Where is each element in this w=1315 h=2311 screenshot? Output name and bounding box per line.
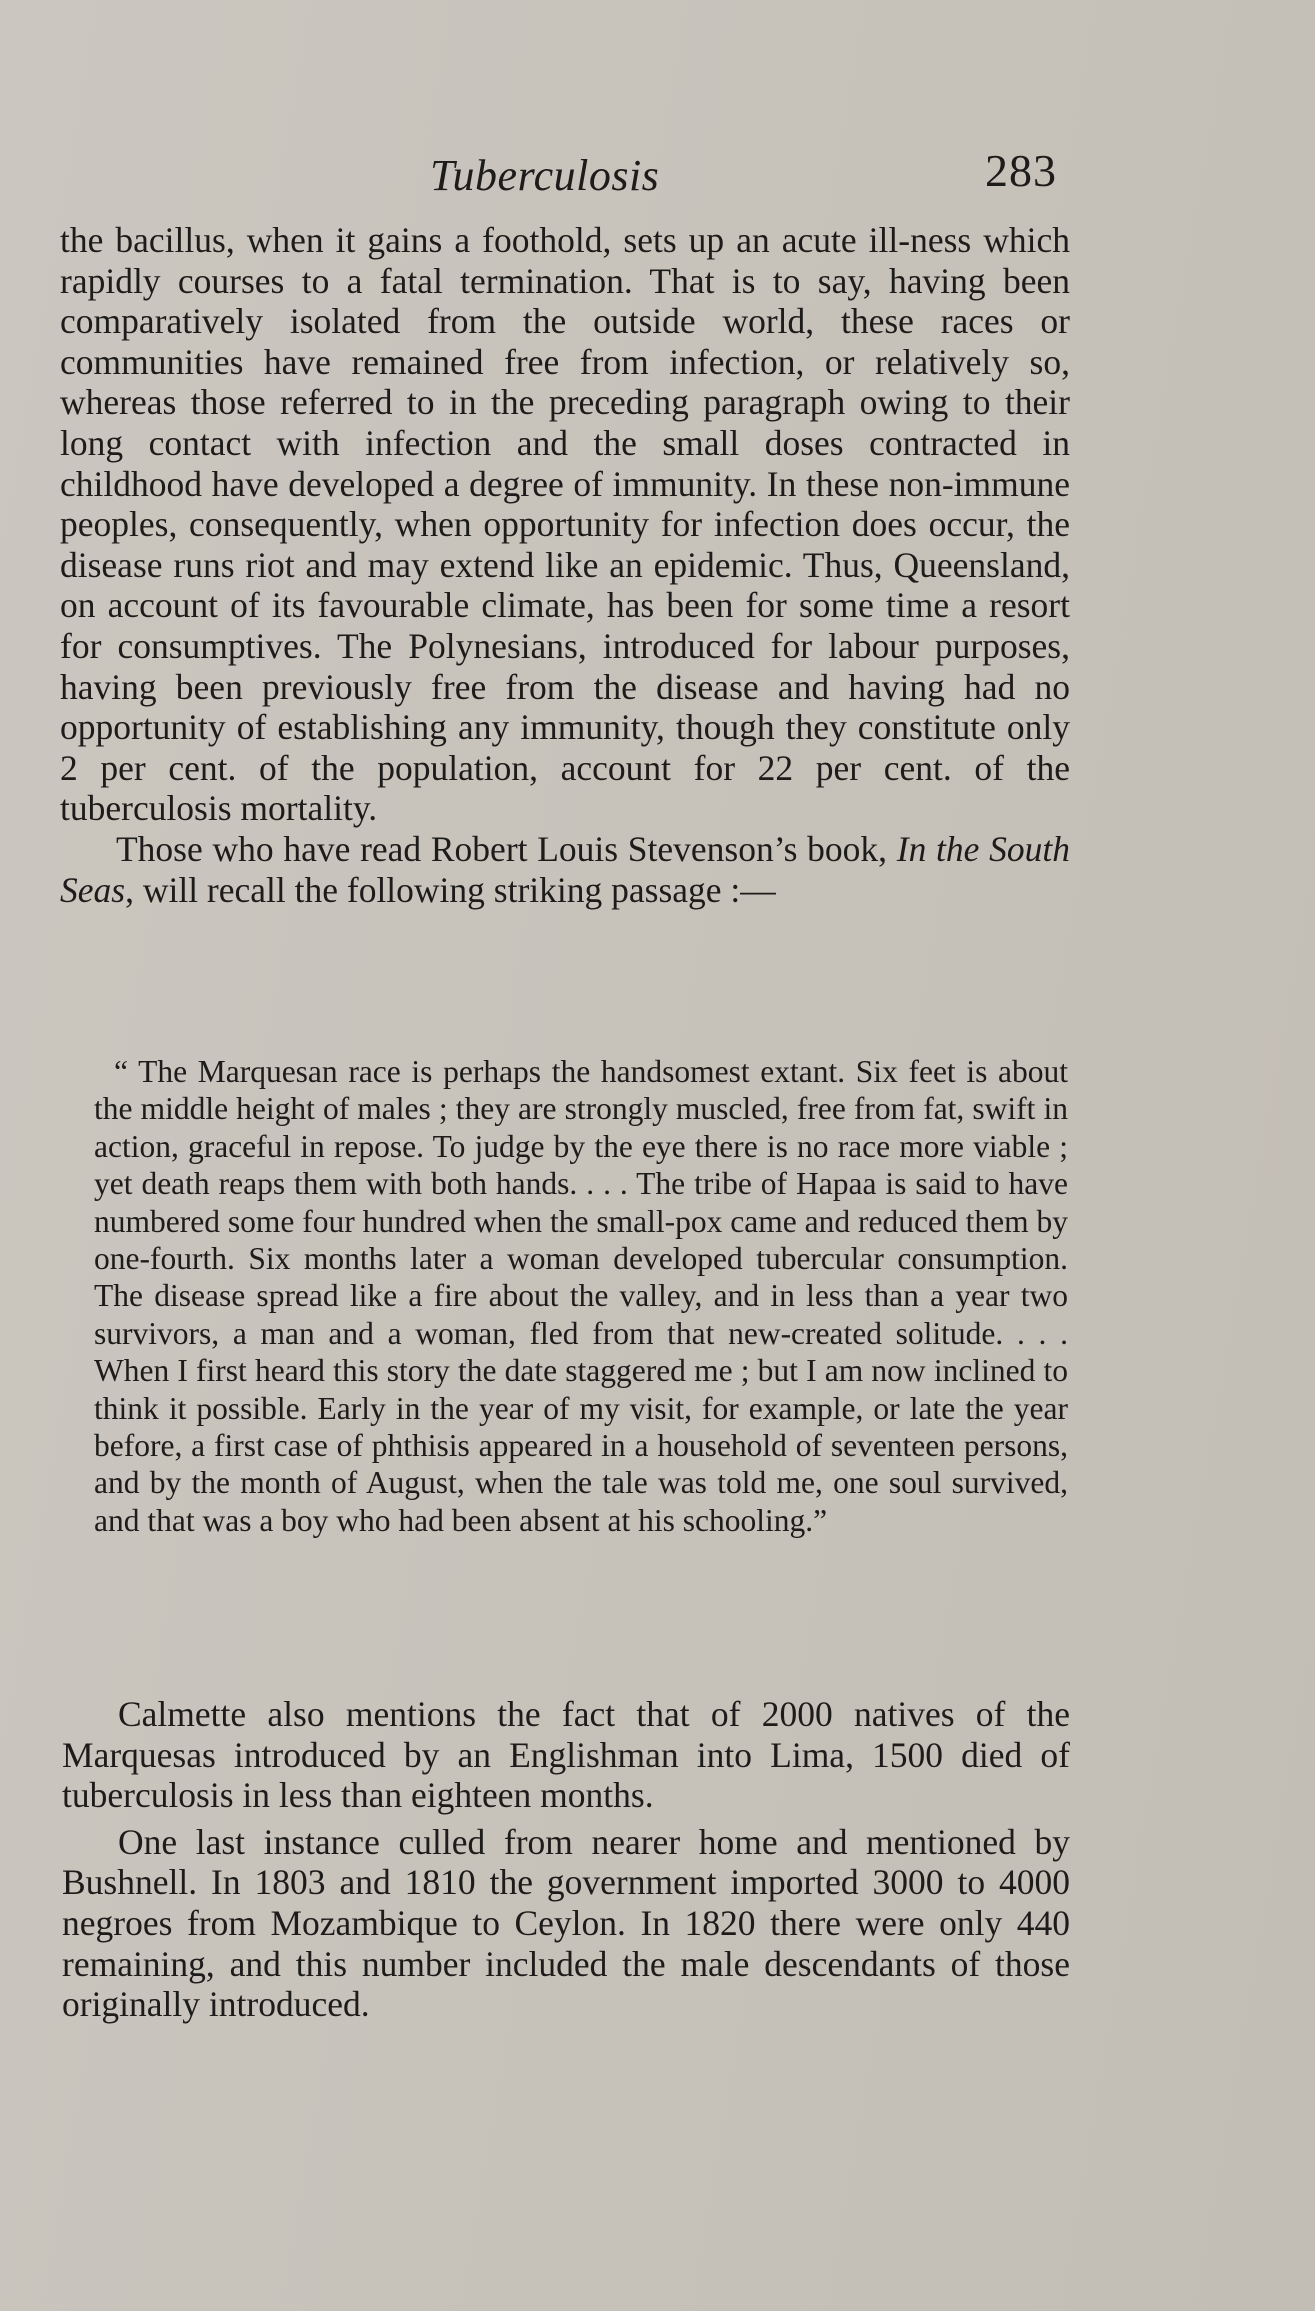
- block-quote: [94, 1053, 1068, 1539]
- page-number: 283: [985, 145, 1057, 196]
- quote-text: “ The Marquesan race is perhaps the handsomest extant. Six feet is about the middle height of males ; they are strongly muscled, free from fat, swift in action, graceful in repose. To judge by the eye there is no race more viable ; yet death reaps them with both hands. . . . The tribe of Hapaa is said to have numbered some four hundred when the small-pox came and reduced them by one-fourth. Six months later a woman developed tubercular consumption. The disease spread like a fire about the valley, and in less than a year two survivors, a man and a woman, fled from that new-created solitude. . . . When I first heard this story the date staggered me ; but I am now inclined to think it possible. Early in the year of my visit, for example, or late the year before, a first case of phthisis appeared in a household of seventeen persons, and by the month of August, when the tale was told me, one soul survived, and that was a boy who had been absent at his schooling.”: [94, 1054, 1068, 1538]
- paragraph-2-lead: Those who have read Robert Louis Stevenson’s book,: [116, 828, 897, 869]
- closing-paragraph-2: One last instance culled from nearer home and mentioned by Bushnell. In 1803 and 1810 the government imported 3000 to 4000 negroes from Mozambique to Ceylon. In 1820 there were only 440 remaining, and this number included the male descendants of those originally introduced.: [62, 1821, 1070, 2025]
- closing-paragraph-1: Calmette also mentions the fact that of 2000 natives of the Marquesas introduced by an Englishman into Lima, 1500 died of tuberculosis in less than eighteen months.: [62, 1694, 1070, 1816]
- closing-text: [62, 1694, 1070, 2025]
- running-head: [0, 145, 1315, 210]
- body-paragraph-2: [60, 829, 1070, 910]
- paragraph-2-tail: , will recall the following striking passage :—: [125, 869, 776, 910]
- body-paragraph-1: the bacillus, when it gains a foothold, sets up an acute ill-ness which rapidly courses to a fatal termination. That is to say, having been comparatively isolated from the outside world, these races or communities have remained free from infection, or relatively so, whereas those referred to in the preceding paragraph owing to their long contact with infection and the small doses contracted in childhood have developed a degree of immunity. In these non-immune peoples, consequently, when opportunity for infection does occur, the disease runs riot and may extend like an epidemic. Thus, Queensland, on account of its favourable climate, has been for some time a resort for consumptives. The Polynesians, introduced for labour purposes, having been previously free from the disease and having had no opportunity of establishing any immunity, though they constitute only 2 per cent. of the population, account for 22 per cent. of the tuberculosis mortality.: [60, 220, 1070, 829]
- body-text: [60, 220, 1070, 910]
- book-title: In the South Seas: [60, 828, 1070, 910]
- running-title: Tuberculosis: [430, 151, 660, 200]
